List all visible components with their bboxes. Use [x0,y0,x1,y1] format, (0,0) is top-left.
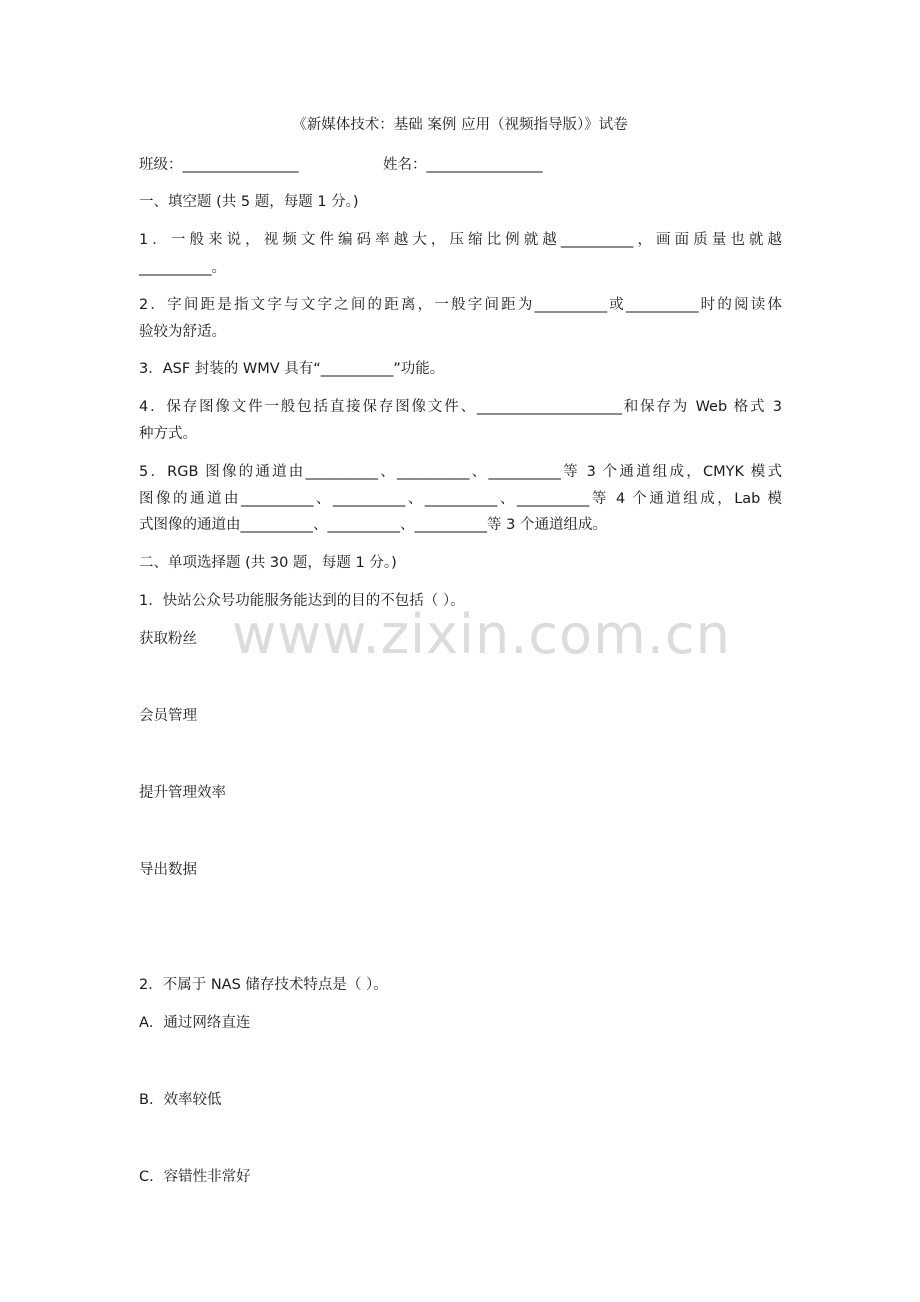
choice-question-2: 2．不属于 NAS 储存技术特点是（ ）。 [139,977,388,993]
choice-question-1: 1．快站公众号功能服务能达到的目的不包括（ ）。 [139,593,465,609]
choice-option: C．容错性非常好 [139,1169,251,1185]
section2-heading: 二、单项选择题 (共 30 题，每题 1 分。) [139,555,397,571]
fill-question-4-line1: 4．保存图像文件一般包括直接保存图像文件、____________________和保存为 Web 格式 3 [139,399,782,415]
fill-question-1-line1: 1．一般来说，视频文件编码率越大，压缩比例就越__________，画面质量也就越 [139,232,782,248]
fill-question-4-line2: 种方式。 [139,426,197,442]
fill-question-1-line2: __________。 [139,260,226,276]
document-title: 《新媒体技术：基础 案例 应用（视频指导版）》试卷 [292,117,628,133]
choice-option: A．通过网络直连 [139,1015,251,1031]
fill-question-2-line1: 2．字间距是指文字与文字之间的距离，一般字间距为__________或__________时的阅读体 [139,297,782,313]
fill-question-2-line2: 验较为舒适。 [139,324,226,340]
fill-question-3: 3．ASF 封装的 WMV 具有“__________”功能。 [139,361,445,377]
name-field: 姓名：________________ [383,157,543,173]
choice-option: 获取粉丝 [139,631,197,647]
choice-option: 会员管理 [139,708,197,724]
class-field: 班级：________________ [139,157,299,173]
fill-question-5-line2: 图像的通道由__________、__________、__________、__________等 4 个通道组成，Lab 模 [139,491,782,507]
fill-question-5-line3: 式图像的通道由__________、__________、__________等 3 个通道组成。 [139,517,607,533]
choice-option: 提升管理效率 [139,785,226,801]
watermark: www.zixin.com.cn [232,603,731,666]
fill-question-5-line1: 5．RGB 图像的通道由__________、__________、__________等 3 个通道组成，CMYK 模式 [139,464,782,480]
choice-option: B．效率较低 [139,1092,222,1108]
choice-option: 导出数据 [139,862,197,878]
section1-heading: 一、填空题 (共 5 题，每题 1 分。) [139,194,359,210]
